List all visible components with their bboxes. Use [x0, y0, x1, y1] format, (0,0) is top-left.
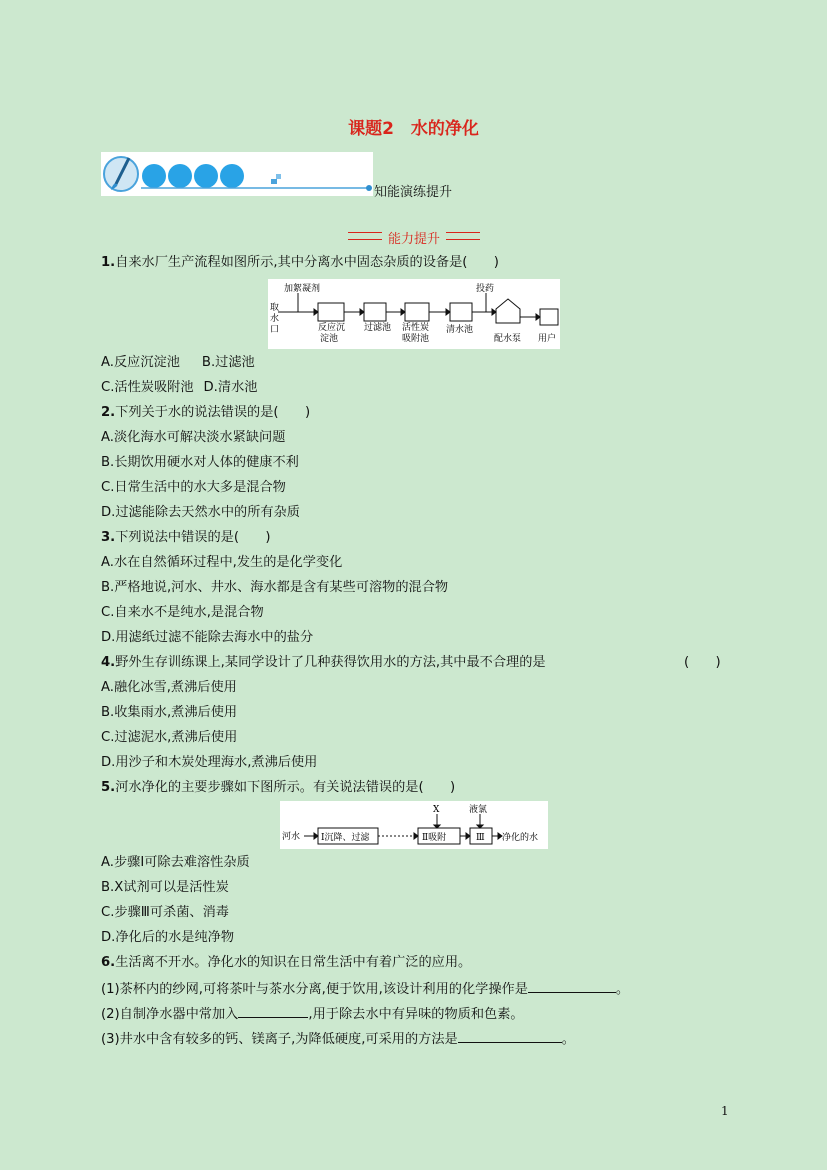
q6-part-3: (3)井水中含有较多的钙、镁离子,为降低硬度,可采用的方法是 。 [101, 1032, 575, 1047]
q5-option-c: C.步骤Ⅲ可杀菌、消毒 [101, 905, 229, 920]
waterworks-flow-diagram [268, 279, 560, 349]
q3-option-c: C.自来水不是纯水,是混合物 [101, 605, 264, 620]
q6-part-2: (2)自制净水器中常加入 ,用于除去水中有异味的物质和色素。 [101, 1007, 524, 1022]
q1-options-row2: C.活性炭吸附池 D.清水池 [101, 380, 258, 395]
dose-label: 投药 [476, 284, 495, 294]
q4-option-d: D.用沙子和木炭处理海水,煮沸后使用 [101, 755, 318, 770]
q2-option-c: C.日常生活中的水大多是混合物 [101, 480, 286, 495]
question-4: 4.野外生存训练课上,某同学设计了几种获得饮用水的方法,其中最不合理的是 [101, 655, 546, 670]
svg-text:活性炭: 活性炭 [402, 323, 430, 333]
section-banner [101, 152, 373, 196]
q4-option-a: A.融化冰雪,煮沸后使用 [101, 680, 237, 695]
question-3: 3.下列说法中错误的是( ) [101, 530, 271, 545]
svg-text:反应沉: 反应沉 [318, 323, 346, 333]
svg-text:Ⅲ: Ⅲ [476, 833, 485, 843]
q3-option-b: B.严格地说,河水、井水、海水都是含有某些可溶物的混合物 [101, 580, 449, 595]
svg-text:配水泵: 配水泵 [494, 334, 522, 344]
q4-option-c: C.过滤泥水,煮沸后使用 [101, 730, 238, 745]
svg-text:取: 取 [270, 303, 280, 313]
svg-text:口: 口 [270, 325, 280, 335]
page-title: 课题2 水的净化 [348, 119, 479, 139]
q2-option-d: D.过滤能除去天然水中的所有杂质 [101, 505, 300, 520]
svg-text:淀池: 淀池 [320, 334, 339, 344]
q3-option-a: A.水在自然循环过程中,发生的是化学变化 [101, 555, 343, 570]
reagent-x-label: X [433, 805, 440, 815]
banner-label: 知能演练提升 [374, 185, 453, 200]
question-1: 1.自来水厂生产流程如图所示,其中分离水中固态杂质的设备是( ) [101, 255, 499, 270]
section-heading: 能力提升 [348, 228, 480, 246]
page-number: 1 [721, 1104, 729, 1118]
question-6: 6.生活离不开水。净化水的知识在日常生活中有着广泛的应用。 [101, 955, 472, 970]
question-2: 2.下列关于水的说法错误的是( ) [101, 405, 311, 420]
q6-part-1: (1)茶杯内的纱网,可将茶叶与茶水分离,便于饮用,该设计利用的化学操作是 。 [101, 982, 630, 997]
add-coagulant-label: 加絮凝剂 [284, 284, 321, 294]
q4-answer-paren: ( ) [684, 655, 721, 670]
svg-text:清水池: 清水池 [446, 325, 474, 335]
answer-blank-1 [528, 980, 616, 993]
svg-text:净化的水: 净化的水 [502, 833, 539, 843]
q2-option-b: B.长期饮用硬水对人体的健康不利 [101, 455, 299, 470]
chlorine-label: 液氯 [469, 805, 488, 815]
q1-options-row1: A.反应沉淀池 B.过滤池 [101, 355, 255, 370]
river-purification-diagram [280, 801, 548, 849]
q5-option-a: A.步骤Ⅰ可除去难溶性杂质 [101, 855, 250, 870]
svg-text:用户: 用户 [538, 334, 557, 344]
answer-blank-3 [458, 1030, 562, 1043]
question-5: 5.河水净化的主要步骤如下图所示。有关说法错误的是( ) [101, 780, 456, 795]
q2-option-a: A.淡化海水可解决淡水紧缺问题 [101, 430, 286, 445]
q3-option-d: D.用滤纸过滤不能除去海水中的盐分 [101, 630, 314, 645]
q5-option-b: B.X试剂可以是活性炭 [101, 880, 229, 895]
svg-text:过滤池: 过滤池 [364, 323, 392, 333]
svg-text:Ⅰ沉降、过滤: Ⅰ沉降、过滤 [321, 833, 370, 843]
svg-text:河水: 河水 [282, 832, 301, 842]
svg-text:吸附池: 吸附池 [402, 334, 430, 344]
svg-text:水: 水 [270, 314, 280, 324]
brush-logo-icon [101, 152, 373, 196]
q4-option-b: B.收集雨水,煮沸后使用 [101, 705, 238, 720]
svg-text:Ⅱ吸附: Ⅱ吸附 [422, 833, 447, 843]
q5-option-d: D.净化后的水是纯净物 [101, 930, 235, 945]
answer-blank-2 [238, 1005, 308, 1018]
